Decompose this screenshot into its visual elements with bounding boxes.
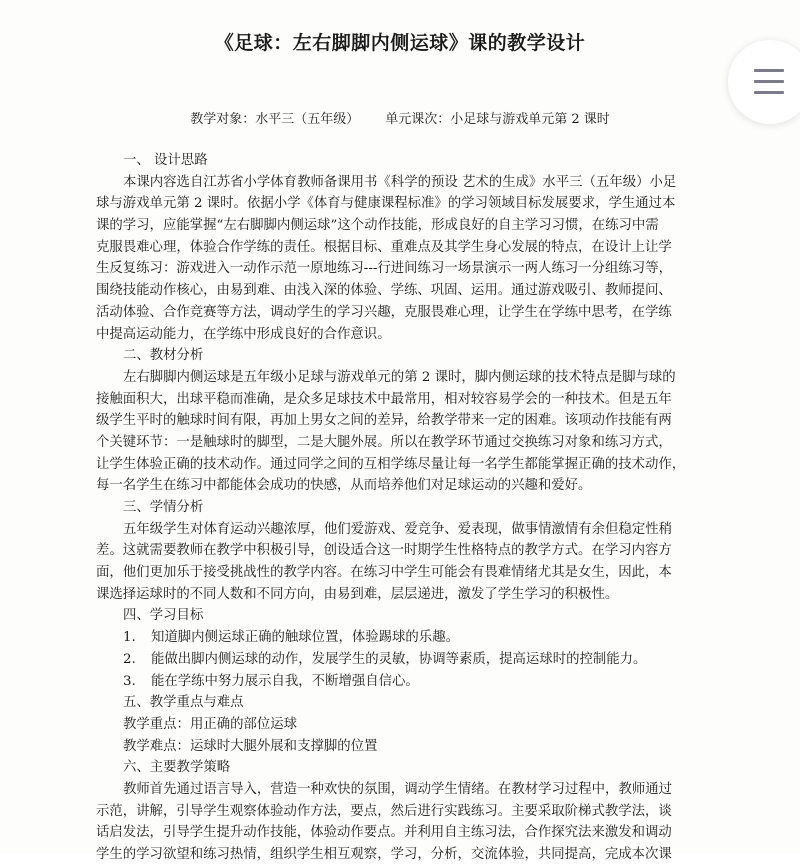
paragraph-line: 课选择运球时的不同人数和不同方向，由易到难，层层递进，激发了学生学习的积极性。 [96,586,619,602]
paragraph-line: 左右脚脚内侧运球是五年级小足球与游戏单元的第 2 课时，脚内侧运球的技术特点是脚与球的 [123,369,676,385]
paragraph-line: 围绕技能动作核心，由易到难、由浅入深的体验、学练、巩固、运用。通过游戏吸引、教师提问、 [96,283,672,299]
key-point: 教学重点：用正确的部位运球 [123,716,298,732]
goal-number: 2. [123,651,136,667]
goal-number: 1. [123,630,136,646]
document-body [96,150,706,866]
paragraph-line: 面，他们更加乐于接受挑战性的教学内容。在练习中学生可能会有畏难情绪尤其是女生，因此，本 [96,565,672,581]
document-title: 《足球：左右脚脚内侧运球》课的教学设计 [214,32,586,54]
document-meta [0,108,800,127]
goal-text: 能做出脚内侧运球的动作，发展学生的灵敏，协调等素质，提高运球时的控制能力。 [151,651,647,667]
paragraph-line: 球与游戏单元第 2 课时。依据小学《体育与健康课程标准》的学习领域目标发展要求，学生通过本 [96,196,676,212]
section-heading: 一、 设计思路 [123,153,208,168]
goal-item [96,671,706,693]
goal-text: 能在学练中努力展示自我，不断增强自信心。 [151,673,419,689]
paragraph-line: 个关键环节：一是触球时的脚型，二是大腿外展。所以在教学环节通过交换练习对象和练习方式， [96,434,672,450]
hamburger-menu-icon [754,69,784,93]
section-heading: 六、主要教学策略 [123,760,231,776]
paragraph-line: 话启发法，引导学生提升动作技能，体验动作要点。并利用自主练习法，合作探究法来激发和调动 [96,825,672,841]
section-heading: 五、教学重点与难点 [123,695,244,711]
section-heading: 三、学情分析 [123,500,204,515]
section-heading: 四、学习目标 [123,608,204,624]
goal-item [96,649,706,671]
paragraph-line: 中提高运动能力，在学练中形成良好的合作意识。 [96,326,391,342]
paragraph-line: 五年级学生对体育运动兴趣浓厚，他们爱游戏、爱竞争、爱表现，做事情激情有余但稳定性稍 [123,521,673,537]
goal-item [96,627,706,649]
paragraph-line: 生反复练习：游戏进入一动作示范一原地练习---行进间练习一场景演示一两人练习一分组练习等， [96,261,672,277]
paragraph-line: 教师首先通过语言导入，营造一种欢快的氛围，调动学生情绪。在教材学习过程中，教师通过 [123,781,673,797]
goal-text: 知道脚内侧运球正确的触球位置，体验踢球的乐趣。 [151,630,459,646]
paragraph-line: 本课内容选自江苏省小学体育教师备课用书《科学的预设 艺术的生成》水平三（五年级）小足 [123,174,677,190]
paragraph-line: 让学生体验正确的技术动作。通过同学之间的互相学练尽量让每一名学生都能掌握正确的技术动作， [96,456,686,472]
paragraph-line: 课的学习，应能掌握“左右脚脚内侧运球”这个动作技能，形成良好的自主学习习惯，在练习中需 [96,218,659,234]
paragraph-line: 克服畏难心理，体验合作学练的责任。根据目标、重难点及其学生身心发展的特点，在设计上让学 [96,239,672,255]
paragraph-line: 级学生平时的触球时间有限，再加上男女之间的差异，给教学带来一定的困难。该项动作技能有两 [96,413,672,429]
paragraph-line: 活动体验、合作竞赛等方法，调动学生的学习兴趣，克服畏难心理，让学生在学练中思考，在学练 [96,304,672,320]
goal-number: 3. [123,673,136,689]
paragraph-line: 示范，讲解，引导学生观察体验动作方法，要点，然后进行实践练习。主要采取阶梯式教学法，谈 [96,803,672,819]
paragraph-line: 接触面积大，出球平稳而准确，是众多足球技术中最常用，相对较容易学会的一种技术。但是五年 [96,391,672,407]
paragraph-line: 每一名学生在练习中都能体会成功的快感，从而培养他们对足球运动的兴趣和爱好。 [96,478,592,494]
section-heading: 二、教材分析 [123,348,204,364]
paragraph-line: 学生的学习欲望和练习热情，组织学生相互观察，学习，分析，交流体验，共同提高，完成本次课 [96,847,672,862]
meta-unit: 单元课次：小足球与游戏单元第 2 课时 [385,112,610,127]
difficulty-point: 教学难点：运球时大腿外展和支撑脚的位置 [123,738,378,754]
meta-audience: 教学对象：水平三（五年级） [190,112,360,127]
paragraph-line: 差。这就需要教师在教学中积极引导，创设适合这一时期学生性格特点的教学方式。在学习内容方 [96,543,672,559]
